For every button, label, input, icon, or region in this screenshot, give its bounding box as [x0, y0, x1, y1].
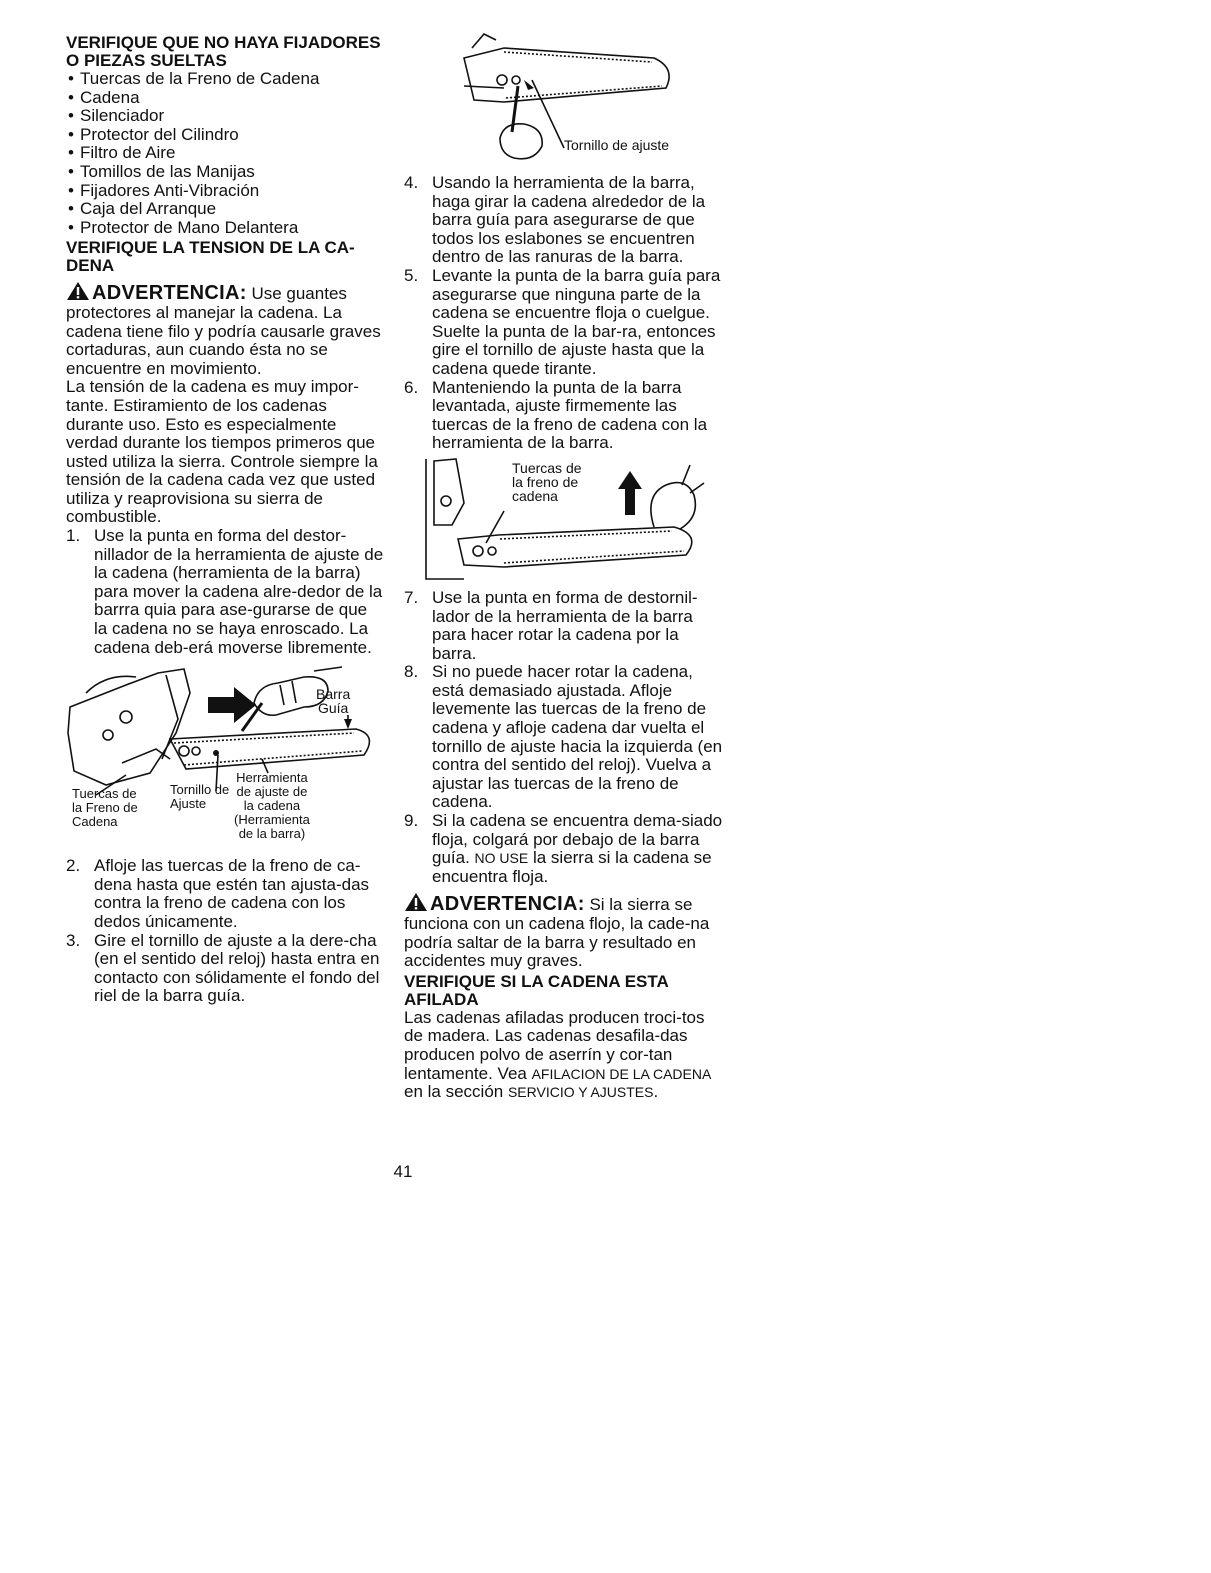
warning-loose-chain	[404, 892, 724, 970]
warning-icon	[66, 281, 90, 301]
step-number: 6.	[404, 377, 419, 397]
label-brake-nuts-right: Tuercas de la freno de cadena	[512, 459, 582, 504]
warning-text: Use guantes protectores al manejar la cadena. La cadena tiene filo y podría causarle graves cortaduras, aun cuando ésta no se encuentre en movimiento.	[66, 284, 381, 378]
step-text: Usando la herramienta de la barra, haga girar la cadena alrededor de la barra guía para asegurarse de que todos los eslabones se encuentren dentro de las ranuras de la barra.	[432, 173, 706, 267]
list-item: • Caja del Arranque	[66, 200, 384, 219]
figure-adjusting-screw	[404, 28, 724, 174]
right-column	[404, 34, 724, 1102]
figure-brake-nuts	[404, 455, 724, 585]
list-item	[66, 932, 384, 1006]
section-reference: AFILACION DE LA CADENA	[531, 1065, 712, 1082]
step-text: Gire el tornillo de ajuste a la dere-cha (en el sentido del reloj) hasta entra en contacto con sólidamente el fondo del riel de la barra guía.	[94, 930, 380, 1006]
paragraph-text: en la sección	[404, 1082, 508, 1102]
label-adjust-screw: Tornillo de Ajuste	[170, 782, 230, 812]
list-item: • Fijadores Anti-Vibración	[66, 182, 384, 201]
list-item: • Silenciador	[66, 107, 384, 126]
figure-chain-rotation	[66, 663, 384, 863]
list-item	[66, 527, 384, 657]
warning-icon	[404, 892, 428, 912]
list-item: • Tomillos de las Manijas	[66, 163, 384, 182]
step-text: Use la punta en forma de destornil-lador de la herramienta de la barra para hacer rotar la cadena por la barra.	[432, 587, 698, 663]
step-number: 3.	[66, 930, 81, 950]
warning-gloves	[66, 281, 384, 378]
list-item	[404, 589, 724, 663]
steps-list-1	[66, 527, 384, 657]
step-number: 9.	[404, 811, 419, 831]
steps-list-3	[404, 174, 724, 453]
step-text: la sierra si la cadena se encuentra floja.	[432, 848, 712, 886]
warning-label: ADVERTENCIA:	[430, 893, 585, 916]
label-bar-tool: Herramienta de ajuste de la cadena (Herramienta de la barra)	[234, 770, 310, 842]
step-number: 5.	[404, 265, 419, 285]
label-brake-nuts: Tuercas de la Freno de Cadena	[72, 786, 138, 830]
tension-paragraph: La tensión de la cadena es muy impor-tante. Estiramiento de los cadenas durante uso. Esto es especialmente verdad durante los tiempos primeros que usted utiliza la sierra. Controle siempre la tensión de la cadena cada vez que usted utiliza y reaprovisiona su sierra de combustible.	[66, 377, 378, 527]
step-text: Use la punta en forma del destor-nillador de la herramienta de ajuste de la cadena (herramienta de la barra) para mover la cadena alre-dedor de la barrra quia para ase-gurarse de que la cadena no se haya enroscado. La cadena deb-erá moverse libremente.	[94, 526, 384, 657]
steps-list-2	[66, 857, 384, 1006]
sharpness-paragraph	[404, 1009, 724, 1102]
left-column	[66, 34, 384, 1006]
step-number: 4.	[404, 173, 419, 192]
step-text: Afloje las tuercas de la freno de ca-dena hasta que estén tan ajusta-das contra la freno de cadena con los dedos únicamente.	[94, 856, 370, 931]
step-text: Si no puede hacer rotar la cadena, está demasiado ajustada. Afloje levemente las tuercas de la freno de cadena y afloje cadena dar vuelta el tornillo de ajuste hacia la izquierda (en contra del sentido del reloj). Vuelva a ajustar las tuercas de la freno de cadena.	[432, 662, 723, 812]
list-item: • Protector de Mano Delantera	[66, 219, 384, 238]
heading-chain-sharp: VERIFIQUE SI LA CADENA ESTA AFILADA	[404, 971, 669, 1009]
list-item	[404, 267, 724, 379]
list-item	[404, 174, 724, 267]
step-text: Si la cadena se encuentra dema-siado floja, colgará por debajo de la barra guía.	[432, 811, 723, 868]
loose-parts-list	[66, 70, 384, 237]
step-text: Manteniendo la punta de la barra levantada, ajuste firmemente las tuercas de la freno de cadena con la herramienta de la barra.	[432, 377, 708, 453]
paragraph-text: Las cadenas afiladas producen troci-tos de madera. Las cadenas desafila-das producen polvo de aserrín y cor-tan lentamente. Vea	[404, 1007, 705, 1083]
label-adjusting-screw: Tornillo de ajuste	[564, 137, 670, 153]
label-bar-guide: Barra Guía	[316, 686, 351, 717]
section-reference: SERVICIO Y AJUSTES	[507, 1084, 654, 1101]
list-item: • Cadena	[66, 89, 384, 108]
list-item	[404, 663, 724, 812]
list-item	[404, 379, 724, 453]
page-number: 41	[393, 1162, 413, 1181]
step-number: 1.	[66, 526, 81, 546]
warning-label: ADVERTENCIA:	[92, 282, 247, 305]
list-item: • Filtro de Aire	[66, 144, 384, 163]
warning-text: Si la sierra se funciona con un cadena flojo, la cade-na podría saltar de la barra y resultado en accidentes muy graves.	[404, 895, 710, 971]
steps-list-4	[404, 589, 724, 887]
list-item	[66, 857, 384, 931]
list-item: • Tuercas de la Freno de Cadena	[66, 70, 384, 89]
step-number: 7.	[404, 587, 419, 607]
step-number: 8.	[404, 662, 419, 682]
list-item	[404, 812, 724, 886]
paragraph-text: .	[653, 1082, 659, 1102]
step-emphasis: NO USE	[474, 850, 529, 867]
step-text: Levante la punta de la barra guía para asegurarse que ninguna parte de la cadena se encuentre floja o cuelgue. Suelte la punta de la bar-ra, entonces gire el tornillo de ajuste hasta que la cadena quede tirante.	[432, 265, 721, 378]
step-number: 2.	[66, 856, 81, 876]
heading-chain-tension: VERIFIQUE LA TENSION DE LA CA-DENA	[66, 238, 355, 276]
heading-loose-parts: VERIFIQUE QUE NO HAYA FIJADORES O PIEZAS SUELTAS	[66, 33, 381, 70]
list-item: • Protector del Cilindro	[66, 126, 384, 145]
